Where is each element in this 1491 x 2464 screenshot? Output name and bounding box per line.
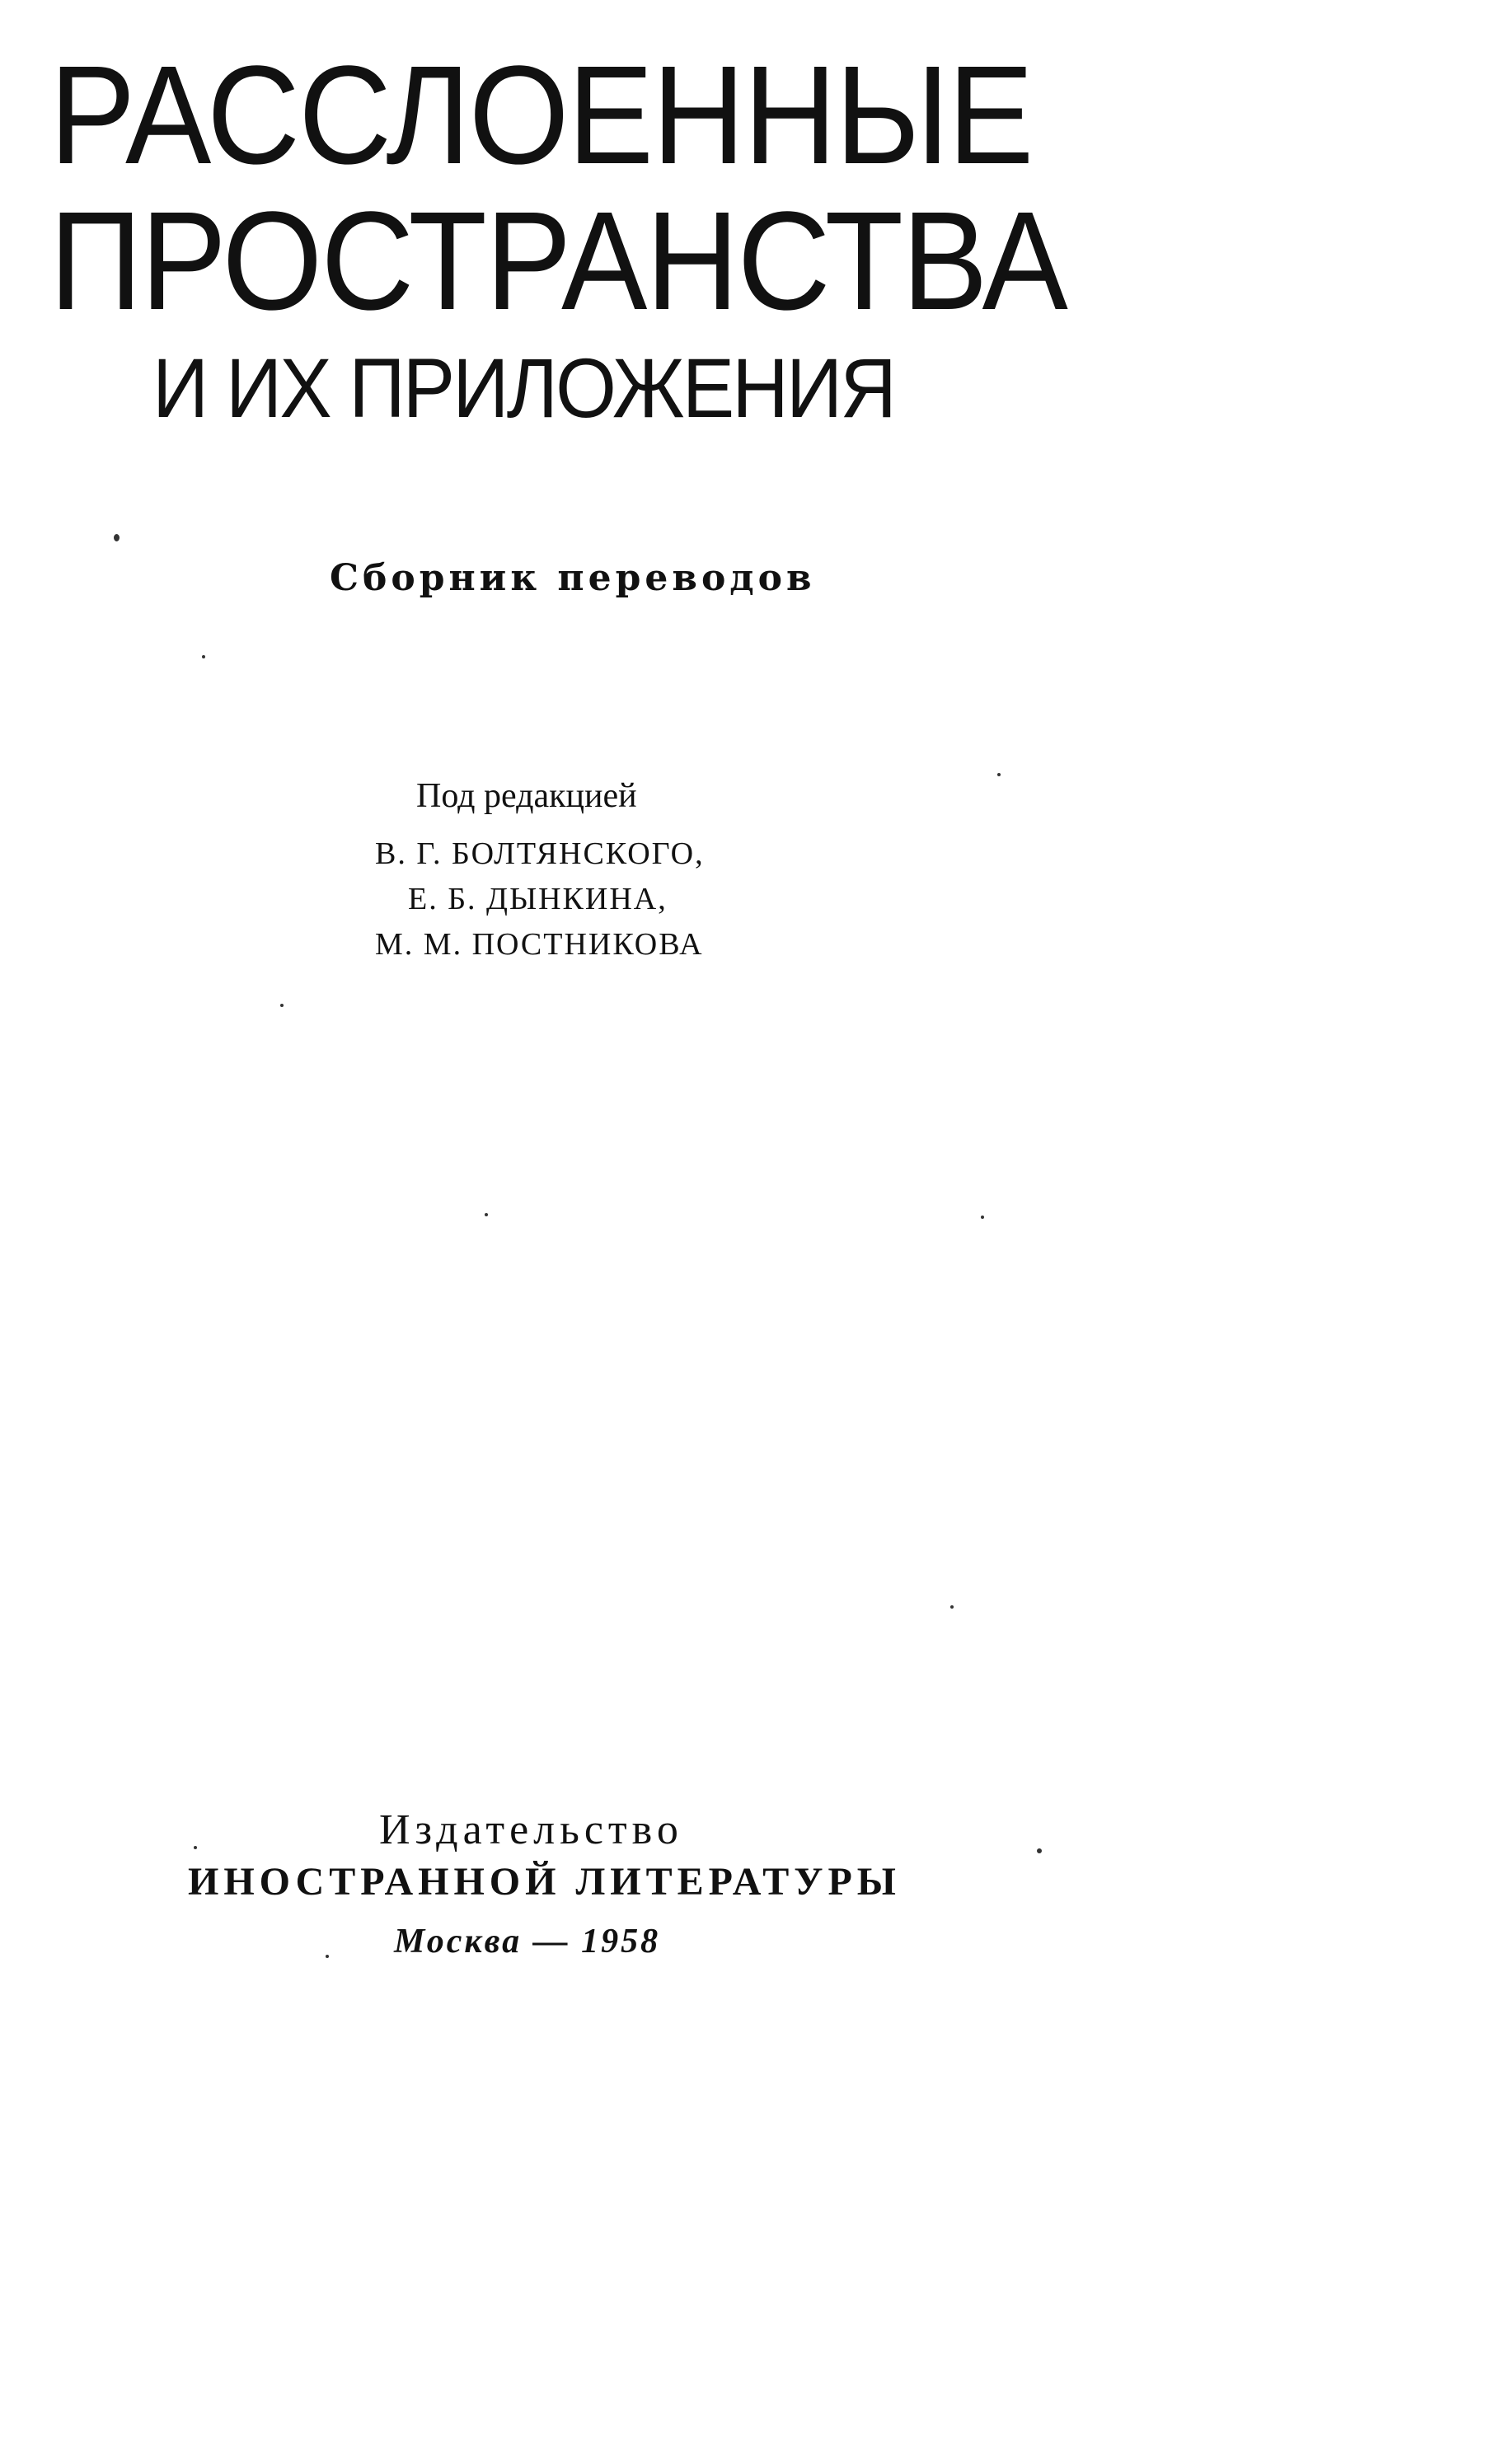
publication-place-year: Москва — 1958 [394, 1923, 661, 1960]
scan-speck [202, 655, 205, 658]
scan-speck [326, 1955, 329, 1958]
editor-name: М. М. ПОСТНИКОВА [375, 927, 704, 962]
scan-speck [485, 1213, 488, 1216]
scan-speck [950, 1605, 954, 1609]
scan-speck [280, 1004, 284, 1007]
publisher-name: ИНОСТРАННОЙ ЛИТЕРАТУРЫ [188, 1860, 901, 1904]
editor-name: В. Г. БОЛТЯНСКОГО, [375, 836, 705, 871]
editor-name: Е. Б. ДЫНКИНА, [408, 882, 668, 916]
scan-speck [114, 534, 120, 541]
publisher-label: Издательство [379, 1806, 683, 1853]
book-title-line-1: РАССЛОЕННЫЕ [49, 37, 1033, 194]
book-title-line-3: И ИХ ПРИЛОЖЕНИЯ [152, 341, 895, 435]
editors-label: Под редакцией [416, 777, 637, 815]
book-title-line-2: ПРОСТРАНСТВА [49, 183, 1067, 340]
scan-speck [194, 1846, 197, 1849]
scan-speck [981, 1216, 984, 1219]
book-subtitle: Сборник переводов [330, 557, 816, 599]
scan-speck [997, 773, 1001, 776]
scan-speck [1037, 1848, 1042, 1853]
